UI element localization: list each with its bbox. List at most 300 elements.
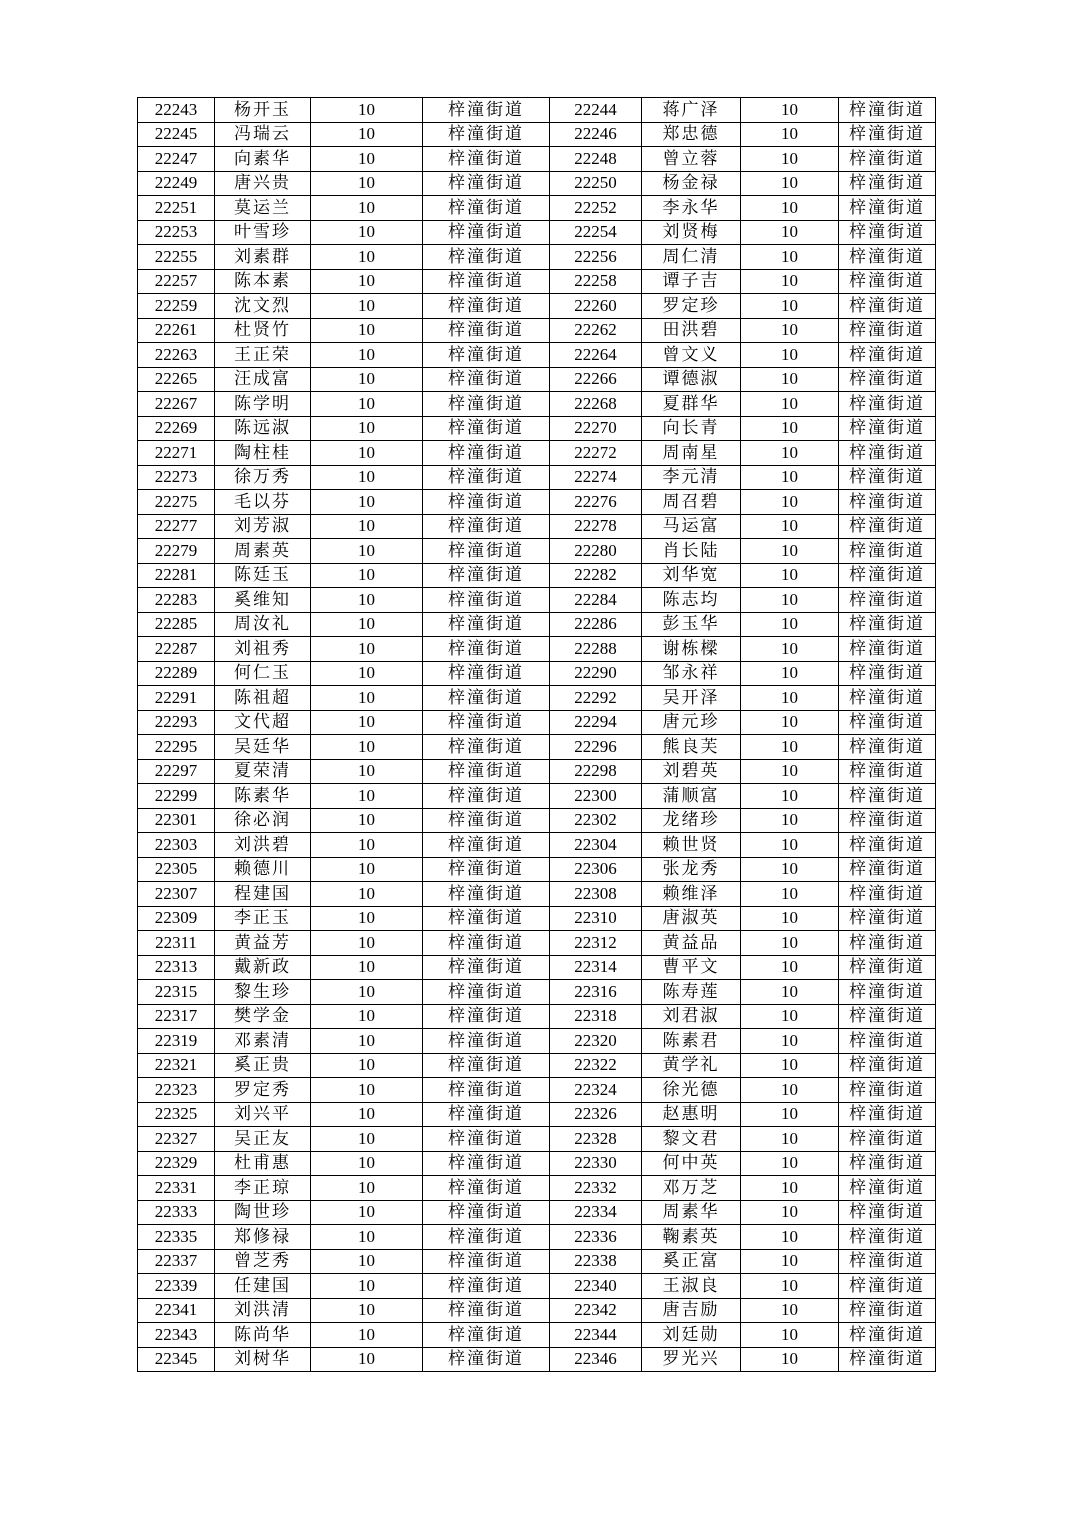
street-office-cell: 梓潼街道 [839,808,936,833]
amount-cell: 10 [311,1347,423,1372]
person-name-cell: 刘洪碧 [215,833,311,858]
table-row [138,1200,936,1225]
record-id-cell: 22336 [550,1225,642,1250]
amount-cell: 10 [311,906,423,931]
amount-cell: 10 [741,539,839,564]
table-row [138,1249,936,1274]
amount-cell: 10 [311,612,423,637]
person-name-cell: 曹平文 [642,955,741,980]
street-office-cell: 梓潼街道 [839,318,936,343]
record-id-cell: 22321 [138,1053,215,1078]
street-office-cell: 梓潼街道 [423,1323,550,1348]
amount-cell: 10 [741,906,839,931]
table-row [138,490,936,515]
street-office-cell: 梓潼街道 [423,710,550,735]
amount-cell: 10 [741,1225,839,1250]
street-office-cell: 梓潼街道 [839,465,936,490]
street-office-cell: 梓潼街道 [423,931,550,956]
table-row [138,1347,936,1372]
table-row [138,808,936,833]
street-office-cell: 梓潼街道 [839,588,936,613]
table-row [138,1053,936,1078]
amount-cell: 10 [311,416,423,441]
amount-cell: 10 [311,931,423,956]
amount-cell: 10 [311,1176,423,1201]
amount-cell: 10 [741,1249,839,1274]
person-name-cell: 陈尚华 [215,1323,311,1348]
person-name-cell: 杨开玉 [215,98,311,123]
street-office-cell: 梓潼街道 [423,465,550,490]
record-id-cell: 22294 [550,710,642,735]
person-name-cell: 郑忠德 [642,122,741,147]
table-row [138,857,936,882]
amount-cell: 10 [741,1029,839,1054]
street-office-cell: 梓潼街道 [839,539,936,564]
record-id-cell: 22302 [550,808,642,833]
amount-cell: 10 [741,759,839,784]
record-id-cell: 22256 [550,245,642,270]
person-name-cell: 夏荣清 [215,759,311,784]
record-id-cell: 22307 [138,882,215,907]
record-id-cell: 22290 [550,661,642,686]
street-office-cell: 梓潼街道 [839,294,936,319]
amount-cell: 10 [311,1200,423,1225]
street-office-cell: 梓潼街道 [423,612,550,637]
street-office-cell: 梓潼街道 [839,1274,936,1299]
record-id-cell: 22316 [550,980,642,1005]
record-id-cell: 22287 [138,637,215,662]
amount-cell: 10 [311,514,423,539]
amount-cell: 10 [311,1323,423,1348]
record-id-cell: 22312 [550,931,642,956]
amount-cell: 10 [311,171,423,196]
person-name-cell: 李元清 [642,465,741,490]
amount-cell: 10 [741,1347,839,1372]
street-office-cell: 梓潼街道 [423,1053,550,1078]
person-name-cell: 唐吉励 [642,1298,741,1323]
record-id-cell: 22280 [550,539,642,564]
street-office-cell: 梓潼街道 [423,563,550,588]
person-name-cell: 杜甫惠 [215,1151,311,1176]
table-row [138,343,936,368]
amount-cell: 10 [741,784,839,809]
street-office-cell: 梓潼街道 [839,955,936,980]
person-name-cell: 彭玉华 [642,612,741,637]
person-name-cell: 陈学明 [215,392,311,417]
amount-cell: 10 [741,367,839,392]
person-name-cell: 郑修禄 [215,1225,311,1250]
person-name-cell: 陈祖超 [215,686,311,711]
street-office-cell: 梓潼街道 [423,416,550,441]
amount-cell: 10 [311,1249,423,1274]
amount-cell: 10 [741,1151,839,1176]
table-row [138,367,936,392]
record-id-cell: 22311 [138,931,215,956]
person-name-cell: 杜贤竹 [215,318,311,343]
amount-cell: 10 [311,1127,423,1152]
person-name-cell: 刘华宽 [642,563,741,588]
amount-cell: 10 [741,98,839,123]
person-name-cell: 徐必润 [215,808,311,833]
street-office-cell: 梓潼街道 [839,1029,936,1054]
table-row [138,710,936,735]
street-office-cell: 梓潼街道 [839,1298,936,1323]
street-office-cell: 梓潼街道 [839,392,936,417]
amount-cell: 10 [311,980,423,1005]
person-name-cell: 李永华 [642,196,741,221]
record-id-cell: 22342 [550,1298,642,1323]
person-name-cell: 向素华 [215,147,311,172]
amount-cell: 10 [741,661,839,686]
street-office-cell: 梓潼街道 [839,906,936,931]
person-name-cell: 刘兴平 [215,1102,311,1127]
record-id-cell: 22249 [138,171,215,196]
person-name-cell: 戴新政 [215,955,311,980]
street-office-cell: 梓潼街道 [423,735,550,760]
record-id-cell: 22253 [138,220,215,245]
table-row [138,147,936,172]
person-name-cell: 叶雪珍 [215,220,311,245]
record-id-cell: 22254 [550,220,642,245]
amount-cell: 10 [741,1053,839,1078]
person-name-cell: 冯瑞云 [215,122,311,147]
person-name-cell: 刘树华 [215,1347,311,1372]
person-name-cell: 周素华 [642,1200,741,1225]
record-id-cell: 22339 [138,1274,215,1299]
amount-cell: 10 [311,318,423,343]
street-office-cell: 梓潼街道 [423,980,550,1005]
record-id-cell: 22275 [138,490,215,515]
amount-cell: 10 [741,1298,839,1323]
person-name-cell: 刘芳淑 [215,514,311,539]
amount-cell: 10 [311,1274,423,1299]
street-office-cell: 梓潼街道 [423,906,550,931]
person-name-cell: 何仁玉 [215,661,311,686]
person-name-cell: 陈志均 [642,588,741,613]
person-name-cell: 黄益品 [642,931,741,956]
record-id-cell: 22267 [138,392,215,417]
person-name-cell: 刘贤梅 [642,220,741,245]
street-office-cell: 梓潼街道 [423,1176,550,1201]
street-office-cell: 梓潼街道 [839,637,936,662]
person-name-cell: 鞠素英 [642,1225,741,1250]
record-id-cell: 22292 [550,686,642,711]
amount-cell: 10 [741,392,839,417]
person-name-cell: 龙绪珍 [642,808,741,833]
street-office-cell: 梓潼街道 [839,1004,936,1029]
person-name-cell: 肖长陆 [642,539,741,564]
street-office-cell: 梓潼街道 [839,833,936,858]
record-id-cell: 22277 [138,514,215,539]
record-id-cell: 22269 [138,416,215,441]
record-id-cell: 22326 [550,1102,642,1127]
street-office-cell: 梓潼街道 [839,441,936,466]
street-office-cell: 梓潼街道 [839,1078,936,1103]
table-row [138,392,936,417]
table-row [138,563,936,588]
person-name-cell: 熊良芙 [642,735,741,760]
street-office-cell: 梓潼街道 [423,122,550,147]
street-office-cell: 梓潼街道 [423,490,550,515]
amount-cell: 10 [741,563,839,588]
person-name-cell: 黎生珍 [215,980,311,1005]
record-id-cell: 22343 [138,1323,215,1348]
roster-sheet [137,97,936,1372]
amount-cell: 10 [311,955,423,980]
record-id-cell: 22250 [550,171,642,196]
amount-cell: 10 [311,784,423,809]
person-name-cell: 夏群华 [642,392,741,417]
street-office-cell: 梓潼街道 [839,367,936,392]
record-id-cell: 22315 [138,980,215,1005]
record-id-cell: 22296 [550,735,642,760]
person-name-cell: 田洪碧 [642,318,741,343]
record-id-cell: 22278 [550,514,642,539]
amount-cell: 10 [741,588,839,613]
person-name-cell: 何中英 [642,1151,741,1176]
table-row [138,735,936,760]
street-office-cell: 梓潼街道 [423,269,550,294]
person-name-cell: 邓万芝 [642,1176,741,1201]
record-id-cell: 22324 [550,1078,642,1103]
amount-cell: 10 [741,196,839,221]
person-name-cell: 谭子吉 [642,269,741,294]
table-row [138,98,936,123]
amount-cell: 10 [311,196,423,221]
amount-cell: 10 [741,245,839,270]
table-row [138,539,936,564]
person-name-cell: 汪成富 [215,367,311,392]
person-name-cell: 徐万秀 [215,465,311,490]
person-name-cell: 王正荣 [215,343,311,368]
record-id-cell: 22288 [550,637,642,662]
table-row [138,906,936,931]
street-office-cell: 梓潼街道 [839,857,936,882]
street-office-cell: 梓潼街道 [839,1127,936,1152]
street-office-cell: 梓潼街道 [839,122,936,147]
table-row [138,1102,936,1127]
record-id-cell: 22299 [138,784,215,809]
record-id-cell: 22334 [550,1200,642,1225]
person-name-cell: 罗定珍 [642,294,741,319]
person-name-cell: 曾文义 [642,343,741,368]
person-name-cell: 唐兴贵 [215,171,311,196]
record-id-cell: 22252 [550,196,642,221]
street-office-cell: 梓潼街道 [839,661,936,686]
amount-cell: 10 [741,612,839,637]
record-id-cell: 22295 [138,735,215,760]
street-office-cell: 梓潼街道 [423,1274,550,1299]
street-office-cell: 梓潼街道 [423,1004,550,1029]
record-id-cell: 22244 [550,98,642,123]
amount-cell: 10 [741,686,839,711]
street-office-cell: 梓潼街道 [423,1102,550,1127]
table-row [138,1127,936,1152]
amount-cell: 10 [311,269,423,294]
table-row [138,465,936,490]
table-row [138,441,936,466]
record-id-cell: 22314 [550,955,642,980]
person-name-cell: 周仁清 [642,245,741,270]
table-row [138,612,936,637]
street-office-cell: 梓潼街道 [839,343,936,368]
person-name-cell: 吴开泽 [642,686,741,711]
street-office-cell: 梓潼街道 [423,441,550,466]
amount-cell: 10 [741,1176,839,1201]
table-row [138,637,936,662]
street-office-cell: 梓潼街道 [423,661,550,686]
record-id-cell: 22333 [138,1200,215,1225]
street-office-cell: 梓潼街道 [423,784,550,809]
person-name-cell: 奚正富 [642,1249,741,1274]
record-id-cell: 22345 [138,1347,215,1372]
record-id-cell: 22340 [550,1274,642,1299]
table-row [138,588,936,613]
person-name-cell: 向长青 [642,416,741,441]
record-id-cell: 22255 [138,245,215,270]
street-office-cell: 梓潼街道 [423,1249,550,1274]
street-office-cell: 梓潼街道 [423,147,550,172]
record-id-cell: 22258 [550,269,642,294]
record-id-cell: 22330 [550,1151,642,1176]
street-office-cell: 梓潼街道 [839,220,936,245]
amount-cell: 10 [311,563,423,588]
record-id-cell: 22257 [138,269,215,294]
street-office-cell: 梓潼街道 [423,171,550,196]
person-name-cell: 文代超 [215,710,311,735]
amount-cell: 10 [741,955,839,980]
table-row [138,1176,936,1201]
record-id-cell: 22318 [550,1004,642,1029]
record-id-cell: 22298 [550,759,642,784]
amount-cell: 10 [311,147,423,172]
record-id-cell: 22346 [550,1347,642,1372]
amount-cell: 10 [311,808,423,833]
record-id-cell: 22262 [550,318,642,343]
person-name-cell: 陈素君 [642,1029,741,1054]
table-row [138,1323,936,1348]
record-id-cell: 22284 [550,588,642,613]
amount-cell: 10 [311,539,423,564]
table-row [138,661,936,686]
street-office-cell: 梓潼街道 [423,857,550,882]
table-row [138,980,936,1005]
record-id-cell: 22308 [550,882,642,907]
street-office-cell: 梓潼街道 [423,294,550,319]
amount-cell: 10 [311,710,423,735]
person-name-cell: 赖世贤 [642,833,741,858]
street-office-cell: 梓潼街道 [423,833,550,858]
person-name-cell: 罗定秀 [215,1078,311,1103]
street-office-cell: 梓潼街道 [839,980,936,1005]
record-id-cell: 22325 [138,1102,215,1127]
street-office-cell: 梓潼街道 [423,759,550,784]
amount-cell: 10 [311,98,423,123]
record-id-cell: 22338 [550,1249,642,1274]
street-office-cell: 梓潼街道 [423,1200,550,1225]
person-name-cell: 沈文烈 [215,294,311,319]
record-id-cell: 22271 [138,441,215,466]
table-row [138,686,936,711]
table-row [138,171,936,196]
person-name-cell: 刘素群 [215,245,311,270]
record-id-cell: 22328 [550,1127,642,1152]
amount-cell: 10 [311,367,423,392]
street-office-cell: 梓潼街道 [423,514,550,539]
table-row [138,1298,936,1323]
street-office-cell: 梓潼街道 [839,735,936,760]
person-name-cell: 谭德淑 [642,367,741,392]
person-name-cell: 陶柱桂 [215,441,311,466]
person-name-cell: 曾立蓉 [642,147,741,172]
amount-cell: 10 [311,833,423,858]
person-name-cell: 周召碧 [642,490,741,515]
street-office-cell: 梓潼街道 [423,539,550,564]
record-id-cell: 22274 [550,465,642,490]
amount-cell: 10 [311,245,423,270]
amount-cell: 10 [311,857,423,882]
record-id-cell: 22323 [138,1078,215,1103]
street-office-cell: 梓潼街道 [839,882,936,907]
street-office-cell: 梓潼街道 [839,1347,936,1372]
person-name-cell: 陈本素 [215,269,311,294]
amount-cell: 10 [741,710,839,735]
street-office-cell: 梓潼街道 [839,98,936,123]
street-office-cell: 梓潼街道 [423,98,550,123]
street-office-cell: 梓潼街道 [423,245,550,270]
street-office-cell: 梓潼街道 [839,245,936,270]
person-name-cell: 曾芝秀 [215,1249,311,1274]
person-name-cell: 毛以芬 [215,490,311,515]
table-row [138,1029,936,1054]
table-row [138,294,936,319]
record-id-cell: 22300 [550,784,642,809]
person-name-cell: 赖德川 [215,857,311,882]
table-row [138,931,936,956]
record-id-cell: 22332 [550,1176,642,1201]
record-id-cell: 22337 [138,1249,215,1274]
street-office-cell: 梓潼街道 [423,637,550,662]
record-id-cell: 22259 [138,294,215,319]
amount-cell: 10 [741,931,839,956]
street-office-cell: 梓潼街道 [423,588,550,613]
person-name-cell: 唐淑英 [642,906,741,931]
record-id-cell: 22270 [550,416,642,441]
record-id-cell: 22297 [138,759,215,784]
person-name-cell: 罗光兴 [642,1347,741,1372]
table-row [138,122,936,147]
record-id-cell: 22293 [138,710,215,735]
amount-cell: 10 [741,833,839,858]
person-name-cell: 吴正友 [215,1127,311,1152]
person-name-cell: 刘君淑 [642,1004,741,1029]
street-office-cell: 梓潼街道 [423,808,550,833]
street-office-cell: 梓潼街道 [839,196,936,221]
record-id-cell: 22251 [138,196,215,221]
person-name-cell: 邓素清 [215,1029,311,1054]
street-office-cell: 梓潼街道 [423,882,550,907]
amount-cell: 10 [741,980,839,1005]
amount-cell: 10 [741,269,839,294]
street-office-cell: 梓潼街道 [839,612,936,637]
record-id-cell: 22266 [550,367,642,392]
table-row [138,269,936,294]
person-name-cell: 张龙秀 [642,857,741,882]
person-name-cell: 李正琼 [215,1176,311,1201]
record-id-cell: 22264 [550,343,642,368]
person-name-cell: 奚维知 [215,588,311,613]
person-name-cell: 马运富 [642,514,741,539]
